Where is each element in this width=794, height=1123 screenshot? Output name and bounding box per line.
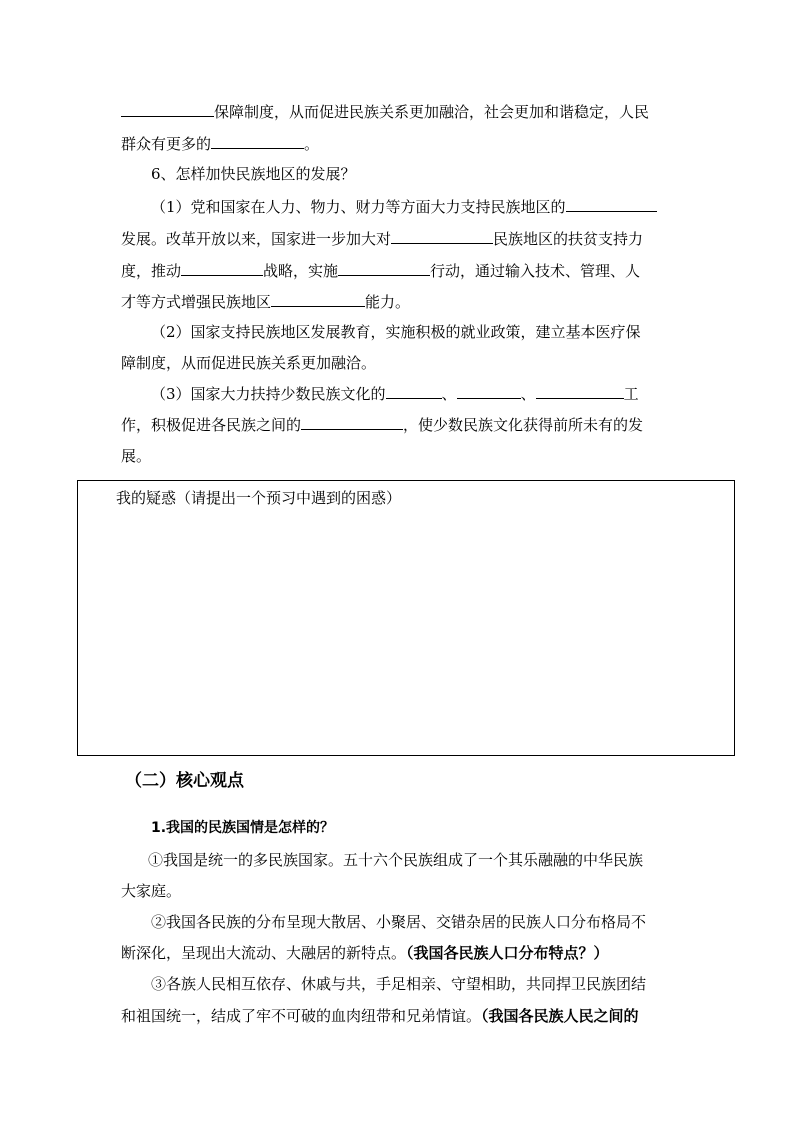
text-line xyxy=(151,383,639,404)
text-line xyxy=(121,414,643,435)
separator: 、 xyxy=(441,385,457,403)
fill-blank[interactable] xyxy=(301,414,403,430)
text-span: 断深化，呈现出大流动、大融居的新特点。 xyxy=(121,944,407,962)
text-span: 和祖国统一，结成了牢不可破的血肉纽带和兄弟情谊。 xyxy=(121,1007,482,1025)
text-line xyxy=(121,1006,639,1026)
fill-blank[interactable] xyxy=(121,101,214,117)
text-span: 民族地区的扶贫支持力 xyxy=(493,230,644,248)
text-line xyxy=(121,133,319,154)
text-span: 行动，通过输入技术、管理、人 xyxy=(430,262,641,280)
text-span: ，使少数民族文化获得前所未有的发 xyxy=(403,416,644,434)
text-span: 发展。改革开放以来，国家进一步加大对 xyxy=(121,230,392,248)
bold-note: （我国各民族人民之间的 xyxy=(481,1007,639,1025)
text-span: 度，推动 xyxy=(121,262,182,280)
text-span: （1）党和国家在人力、物力、财力等方面大力支持民族地区的 xyxy=(151,198,566,216)
text-line xyxy=(151,196,657,217)
text-span: 保障制度，从而促进民族关系更加融洽，社会更加和谐稳定，人民 xyxy=(214,103,650,121)
bold-note: （我国各民族人口分布特点？） xyxy=(406,944,609,962)
text-span: 工 xyxy=(623,385,639,403)
text-span: 才等方式增强民族地区 xyxy=(121,293,272,311)
text-span: （3）国家大力扶持少数民族文化的 xyxy=(151,385,386,403)
text-line xyxy=(121,943,609,963)
text-line: 展。 xyxy=(121,447,152,465)
fill-blank[interactable] xyxy=(391,228,493,244)
text-span: 战略，实施 xyxy=(263,262,339,280)
question-box-title: 我的疑惑（请提出一个预习中遇到的困惑） xyxy=(116,489,402,507)
question-box[interactable] xyxy=(77,480,735,756)
text-line: 大家庭。 xyxy=(121,882,182,900)
separator: 、 xyxy=(520,385,536,403)
fill-blank[interactable] xyxy=(211,133,304,149)
text-line: 障制度，从而促进民族关系更加融洽。 xyxy=(121,354,377,372)
section-heading: （二）核心观点 xyxy=(125,771,244,791)
text-line: （2）国家支持民族地区发展教育，实施积极的就业政策，建立基本医疗保 xyxy=(151,323,641,341)
text-line xyxy=(121,101,649,122)
text-line: ③各族人民相互依存、休戚与共，手足相亲、守望相助，共同捍卫民族团结 xyxy=(151,975,647,993)
question-6: 6、怎样加快民族地区的发展？ xyxy=(151,165,356,183)
text-line: ①我国是统一的多民族国家。五十六个民族组成了一个其乐融融的中华民族 xyxy=(148,851,644,869)
fill-blank[interactable] xyxy=(271,291,365,307)
text-line xyxy=(121,228,643,249)
text-line xyxy=(121,260,640,281)
fill-blank[interactable] xyxy=(338,260,430,276)
fill-blank[interactable] xyxy=(566,196,657,212)
fill-blank[interactable] xyxy=(536,383,624,399)
text-span: 作，积极促进各民族之间的 xyxy=(121,416,302,434)
text-line xyxy=(121,291,410,312)
text-line: ②我国各民族的分布呈现大散居、小聚居、交错杂居的民族人口分布格局不 xyxy=(151,913,647,931)
fill-blank[interactable] xyxy=(457,383,521,399)
fill-blank[interactable] xyxy=(386,383,442,399)
text-span: 群众有更多的 xyxy=(121,135,212,153)
text-span: 。 xyxy=(304,135,320,153)
fill-blank[interactable] xyxy=(181,260,263,276)
question-heading: 1.我国的民族国情是怎样的？ xyxy=(151,820,335,836)
text-span: 能力。 xyxy=(365,293,411,311)
